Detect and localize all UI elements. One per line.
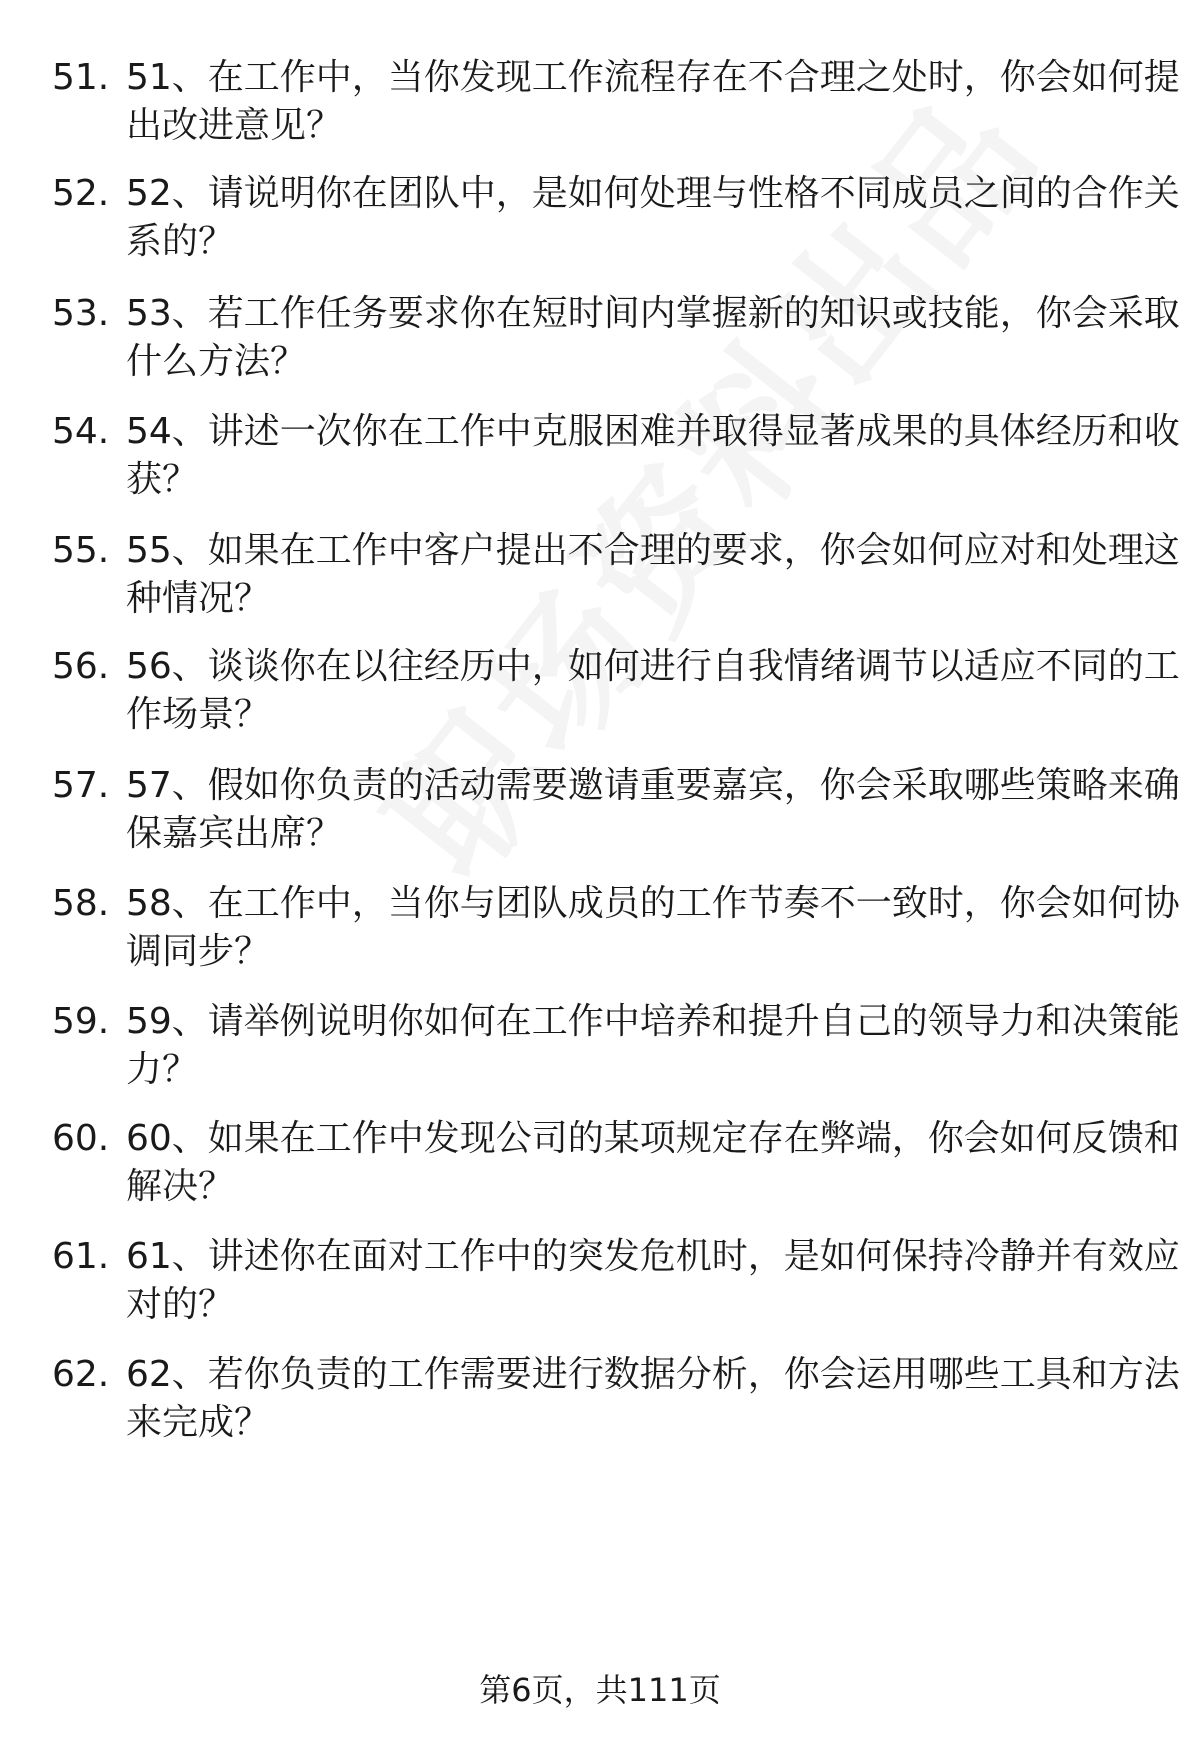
question-number: 57. <box>52 765 110 806</box>
question-text: 58、在工作中，当你与团队成员的工作节奏不一致时，你会如何协调同步？ <box>126 883 1180 972</box>
question-text: 51、在工作中，当你发现工作流程存在不合理之处时，你会如何提出改进意见？ <box>126 57 1180 146</box>
question-text: 62、若你负责的工作需要进行数据分析，你会运用哪些工具和方法来完成？ <box>126 1354 1180 1443</box>
question-number: 61. <box>52 1236 110 1277</box>
question-number: 62. <box>52 1354 110 1395</box>
question-text: 57、假如你负责的活动需要邀请重要嘉宾，你会采取哪些策略来确保嘉宾出席？ <box>126 765 1180 854</box>
question-number: 51. <box>52 57 110 98</box>
question-number: 53. <box>52 293 110 334</box>
question-number: 60. <box>52 1118 110 1159</box>
question-item <box>52 1351 1180 1461</box>
question-number: 58. <box>52 883 110 924</box>
question-text: 60、如果在工作中发现公司的某项规定存在弊端，你会如何反馈和解决？ <box>126 1118 1180 1207</box>
question-text: 54、讲述一次你在工作中克服困难并取得显著成果的具体经历和收获？ <box>126 411 1180 500</box>
question-item <box>52 762 1180 872</box>
page-footer: 第6页，共111页 <box>479 1671 721 1709</box>
question-text: 56、谈谈你在以往经历中，如何进行自我情绪调节以适应不同的工作场景？ <box>126 646 1180 735</box>
question-item <box>52 880 1180 990</box>
question-number: 55. <box>52 530 110 571</box>
question-number: 52. <box>52 173 110 214</box>
question-text: 53、若工作任务要求你在短时间内掌握新的知识或技能，你会采取什么方法？ <box>126 293 1180 382</box>
question-item <box>52 998 1180 1108</box>
question-number: 54. <box>52 411 110 452</box>
question-text: 59、请举例说明你如何在工作中培养和提升自己的领导力和决策能力？ <box>126 1001 1180 1090</box>
question-text: 55、如果在工作中客户提出不合理的要求，你会如何应对和处理这种情况？ <box>126 530 1180 619</box>
question-text: 52、请说明你在团队中，是如何处理与性格不同成员之间的合作关系的？ <box>126 173 1180 262</box>
question-item <box>52 408 1180 518</box>
question-text: 61、讲述你在面对工作中的突发危机时，是如何保持冷静并有效应对的？ <box>126 1236 1180 1325</box>
question-item <box>52 170 1180 280</box>
question-number: 59. <box>52 1001 110 1042</box>
question-number: 56. <box>52 646 110 687</box>
question-item <box>52 643 1180 753</box>
question-item <box>52 1233 1180 1343</box>
question-item <box>52 1115 1180 1225</box>
question-item <box>52 290 1180 400</box>
question-item <box>52 54 1180 164</box>
question-item <box>52 527 1180 637</box>
